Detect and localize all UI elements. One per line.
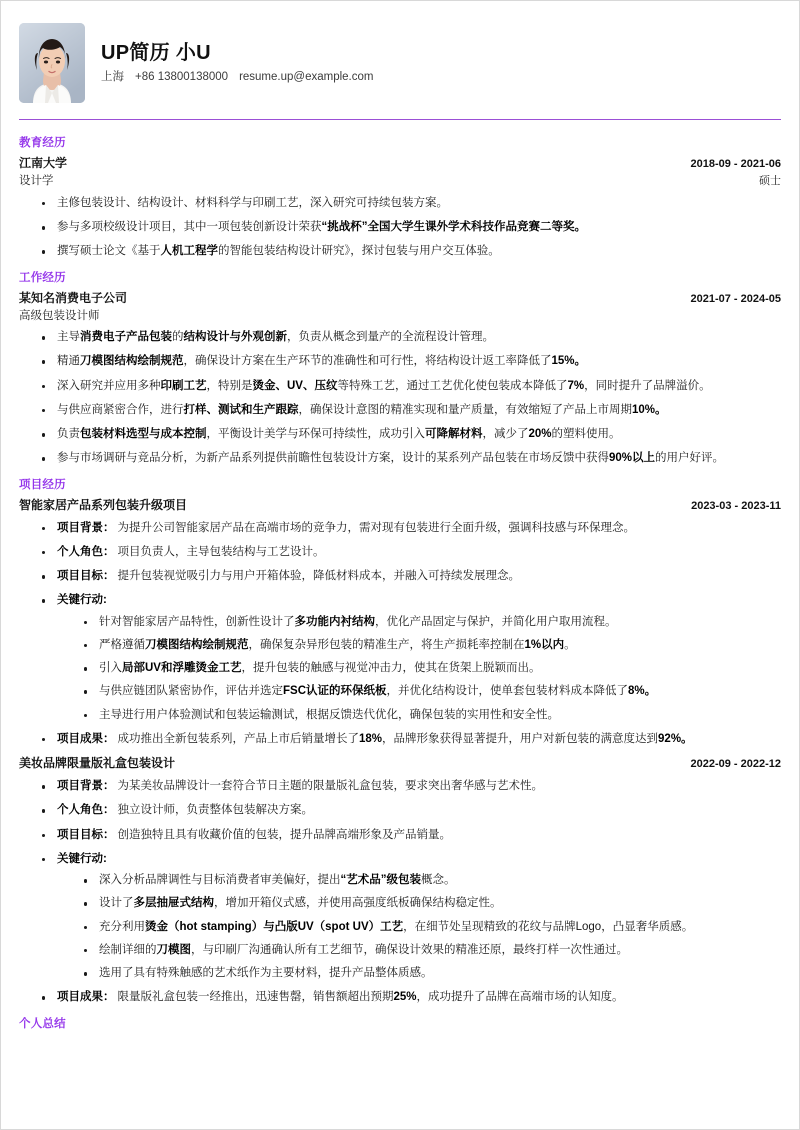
list-item: 深入研究并应用多种印刷工艺，特别是烫金、UV、压纹等特殊工艺，通过工艺优化使包装成本降低了7%，同时提升了品牌溢价。 [41,378,781,395]
bullet-label: 个人角色： [57,545,115,558]
contact-email: resume.up@example.com [239,70,374,83]
contact-location: 上海 [101,70,124,83]
list-item: 负责包装材料选型与成本控制，平衡设计美学与环保可持续性，成功引入可降解材料，减少了20%的塑料使用。 [41,426,781,443]
bullet-label: 关键行动: [57,852,107,865]
project-sub-bullets [57,872,781,982]
list-item: 精通刀模图结构绘制规范，确保设计方案在生产环节的准确性和可行性，将结构设计返工率降低了15%。 [41,353,781,370]
list-item: 个人角色： 项目负责人，主导包装结构与工艺设计。 [41,544,781,561]
list-item: 主修包装设计、结构设计、材料科学与印刷工艺，深入研究可持续包装方案。 [41,195,781,212]
list-item: 设计了多层抽屉式结构，增加开箱仪式感，并使用高强度纸板确保结构稳定性。 [83,895,781,912]
bullet-label: 项目成果： [57,732,115,745]
list-item: 针对智能家居产品特性，创新性设计了多功能内衬结构，优化产品固定与保护，并简化用户取用流程。 [83,614,781,631]
identity-block [101,43,373,84]
list-item: 个人角色： 独立设计师，负责整体包装解决方案。 [41,802,781,819]
section-title-summary: 个人总结 [19,1017,66,1030]
list-item: 项目成果： 成功推出全新包装系列，产品上市后销量增长了18%，品牌形象获得显著提升，用户对新包装的满意度达到92%。 [41,731,781,748]
work-date: 2021-07 - 2024-05 [690,292,781,305]
list-item: 撰写硕士论文《基于人机工程学的智能包装结构设计研究》，探讨包装与用户交互体验。 [41,243,781,260]
project-bullets [19,520,781,749]
bullet-label: 项目背景： [57,780,115,793]
list-item: 参与多项校级设计项目，其中一项包装创新设计荣获“挑战杯”全国大学生课外学术科技作品竞赛二等奖。 [41,219,781,236]
list-item: 项目成果： 限量版礼盒包装一经推出，迅速售罄，销售额超出预期25%，成功提升了品牌在高端市场的认知度。 [41,989,781,1006]
list-item: 主导进行用户体验测试和包装运输测试，根据反馈迭代优化，确保包装的实用性和安全性。 [83,707,781,724]
bullet-label: 项目背景： [57,521,115,534]
education-bullets [19,195,781,261]
section-title-projects: 项目经历 [19,478,66,491]
project-entry [19,497,781,748]
work-company: 某知名消费电子公司 [19,290,128,305]
contact-line [101,72,373,84]
section-summary [19,1015,781,1031]
section-title-education: 教育经历 [19,137,66,149]
list-item: 充分利用烫金（hot stamping）与凸版UV（spot UV）工艺，在细节处呈现精致的花纹与品牌Logo，凸显奢华质感。 [83,919,781,936]
work-bullets [19,329,781,468]
project-name: 智能家居产品系列包装升级项目 [19,497,188,512]
work-role: 高级包装设计师 [19,309,100,322]
education-school: 江南大学 [19,156,68,170]
section-projects [19,476,781,1007]
bullet-label: 关键行动: [57,594,107,607]
list-item [41,592,781,724]
list-item: 深入分析品牌调性与目标消费者审美偏好，提出“艺术品”级包装概念。 [83,872,781,889]
section-education [19,134,781,261]
education-entry [19,155,781,190]
list-item: 主导消费电子产品包装的结构设计与外观创新，负责从概念到量产的全流程设计管理。 [41,329,781,346]
list-item: 与供应商紧密合作，进行打样、测试和生产跟踪，确保设计意图的精准实现和量产质量，有效缩短了产品上市周期10%。 [41,402,781,419]
projects-container [19,497,781,1007]
header-divider [19,119,781,120]
project-date: 2023-03 - 2023-11 [691,499,781,512]
list-item: 选用了具有特殊触感的艺术纸作为主要材料，提升产品整体质感。 [83,965,781,982]
bullet-label: 项目成果： [57,991,115,1004]
section-title-work: 工作经历 [19,271,66,284]
list-item: 项目目标： 创造独特且具有收藏价值的包装，提升品牌高端形象及产品销量。 [41,827,781,844]
list-item: 参与市场调研与竞品分析，为新产品系列提供前瞻性包装设计方案，设计的某系列产品包装在市场反馈中获得90%以上的用户好评。 [41,450,781,467]
education-date: 2018-09 - 2021-06 [690,158,781,170]
project-name: 美妆品牌限量版礼盒包装设计 [19,756,176,771]
list-item: 与供应链团队紧密协作，评估并选定FSC认证的环保纸板，并优化结构设计，使单套包装材料成本降低了8%。 [83,683,781,700]
education-degree: 硕士 [759,174,781,187]
page-title: UP简历 小U [101,41,211,64]
list-item: 绘制详细的刀模图，与印刷厂沟通确认所有工艺细节，确保设计效果的精准还原，最终打样一次性通过。 [83,942,781,959]
project-entry [19,755,781,1006]
section-work [19,269,781,468]
list-item: 项目背景： 为提升公司智能家居产品在高端市场的竞争力，需对现有包装进行全面升级，强调科技感与环保理念。 [41,520,781,537]
list-item: 严格遵循刀模图结构绘制规范，确保复杂异形包装的精准生产，将生产损耗率控制在1%以内。 [83,637,781,654]
resume-header [19,1,781,117]
project-date: 2022-09 - 2022-12 [690,758,781,771]
list-item [41,851,781,983]
bullet-label: 个人角色： [57,804,115,817]
bullet-label: 项目目标： [57,828,115,841]
list-item: 项目背景： 为某美妆品牌设计一套符合节日主题的限量版礼盒包装，要求突出奢华感与艺术性。 [41,778,781,795]
bullet-label: 项目目标： [57,570,115,583]
contact-phone: +86 13800138000 [135,70,229,83]
list-item: 项目目标： 提升包装视觉吸引力与用户开箱体验，降低材料成本，并融入可持续发展理念。 [41,568,781,585]
avatar [19,23,85,103]
project-bullets [19,778,781,1007]
work-entry [19,290,781,325]
project-sub-bullets [57,614,781,724]
education-major: 设计学 [19,174,54,187]
list-item: 引入局部UV和浮雕烫金工艺，提升包装的触感与视觉冲击力，使其在货架上脱颖而出。 [83,660,781,677]
